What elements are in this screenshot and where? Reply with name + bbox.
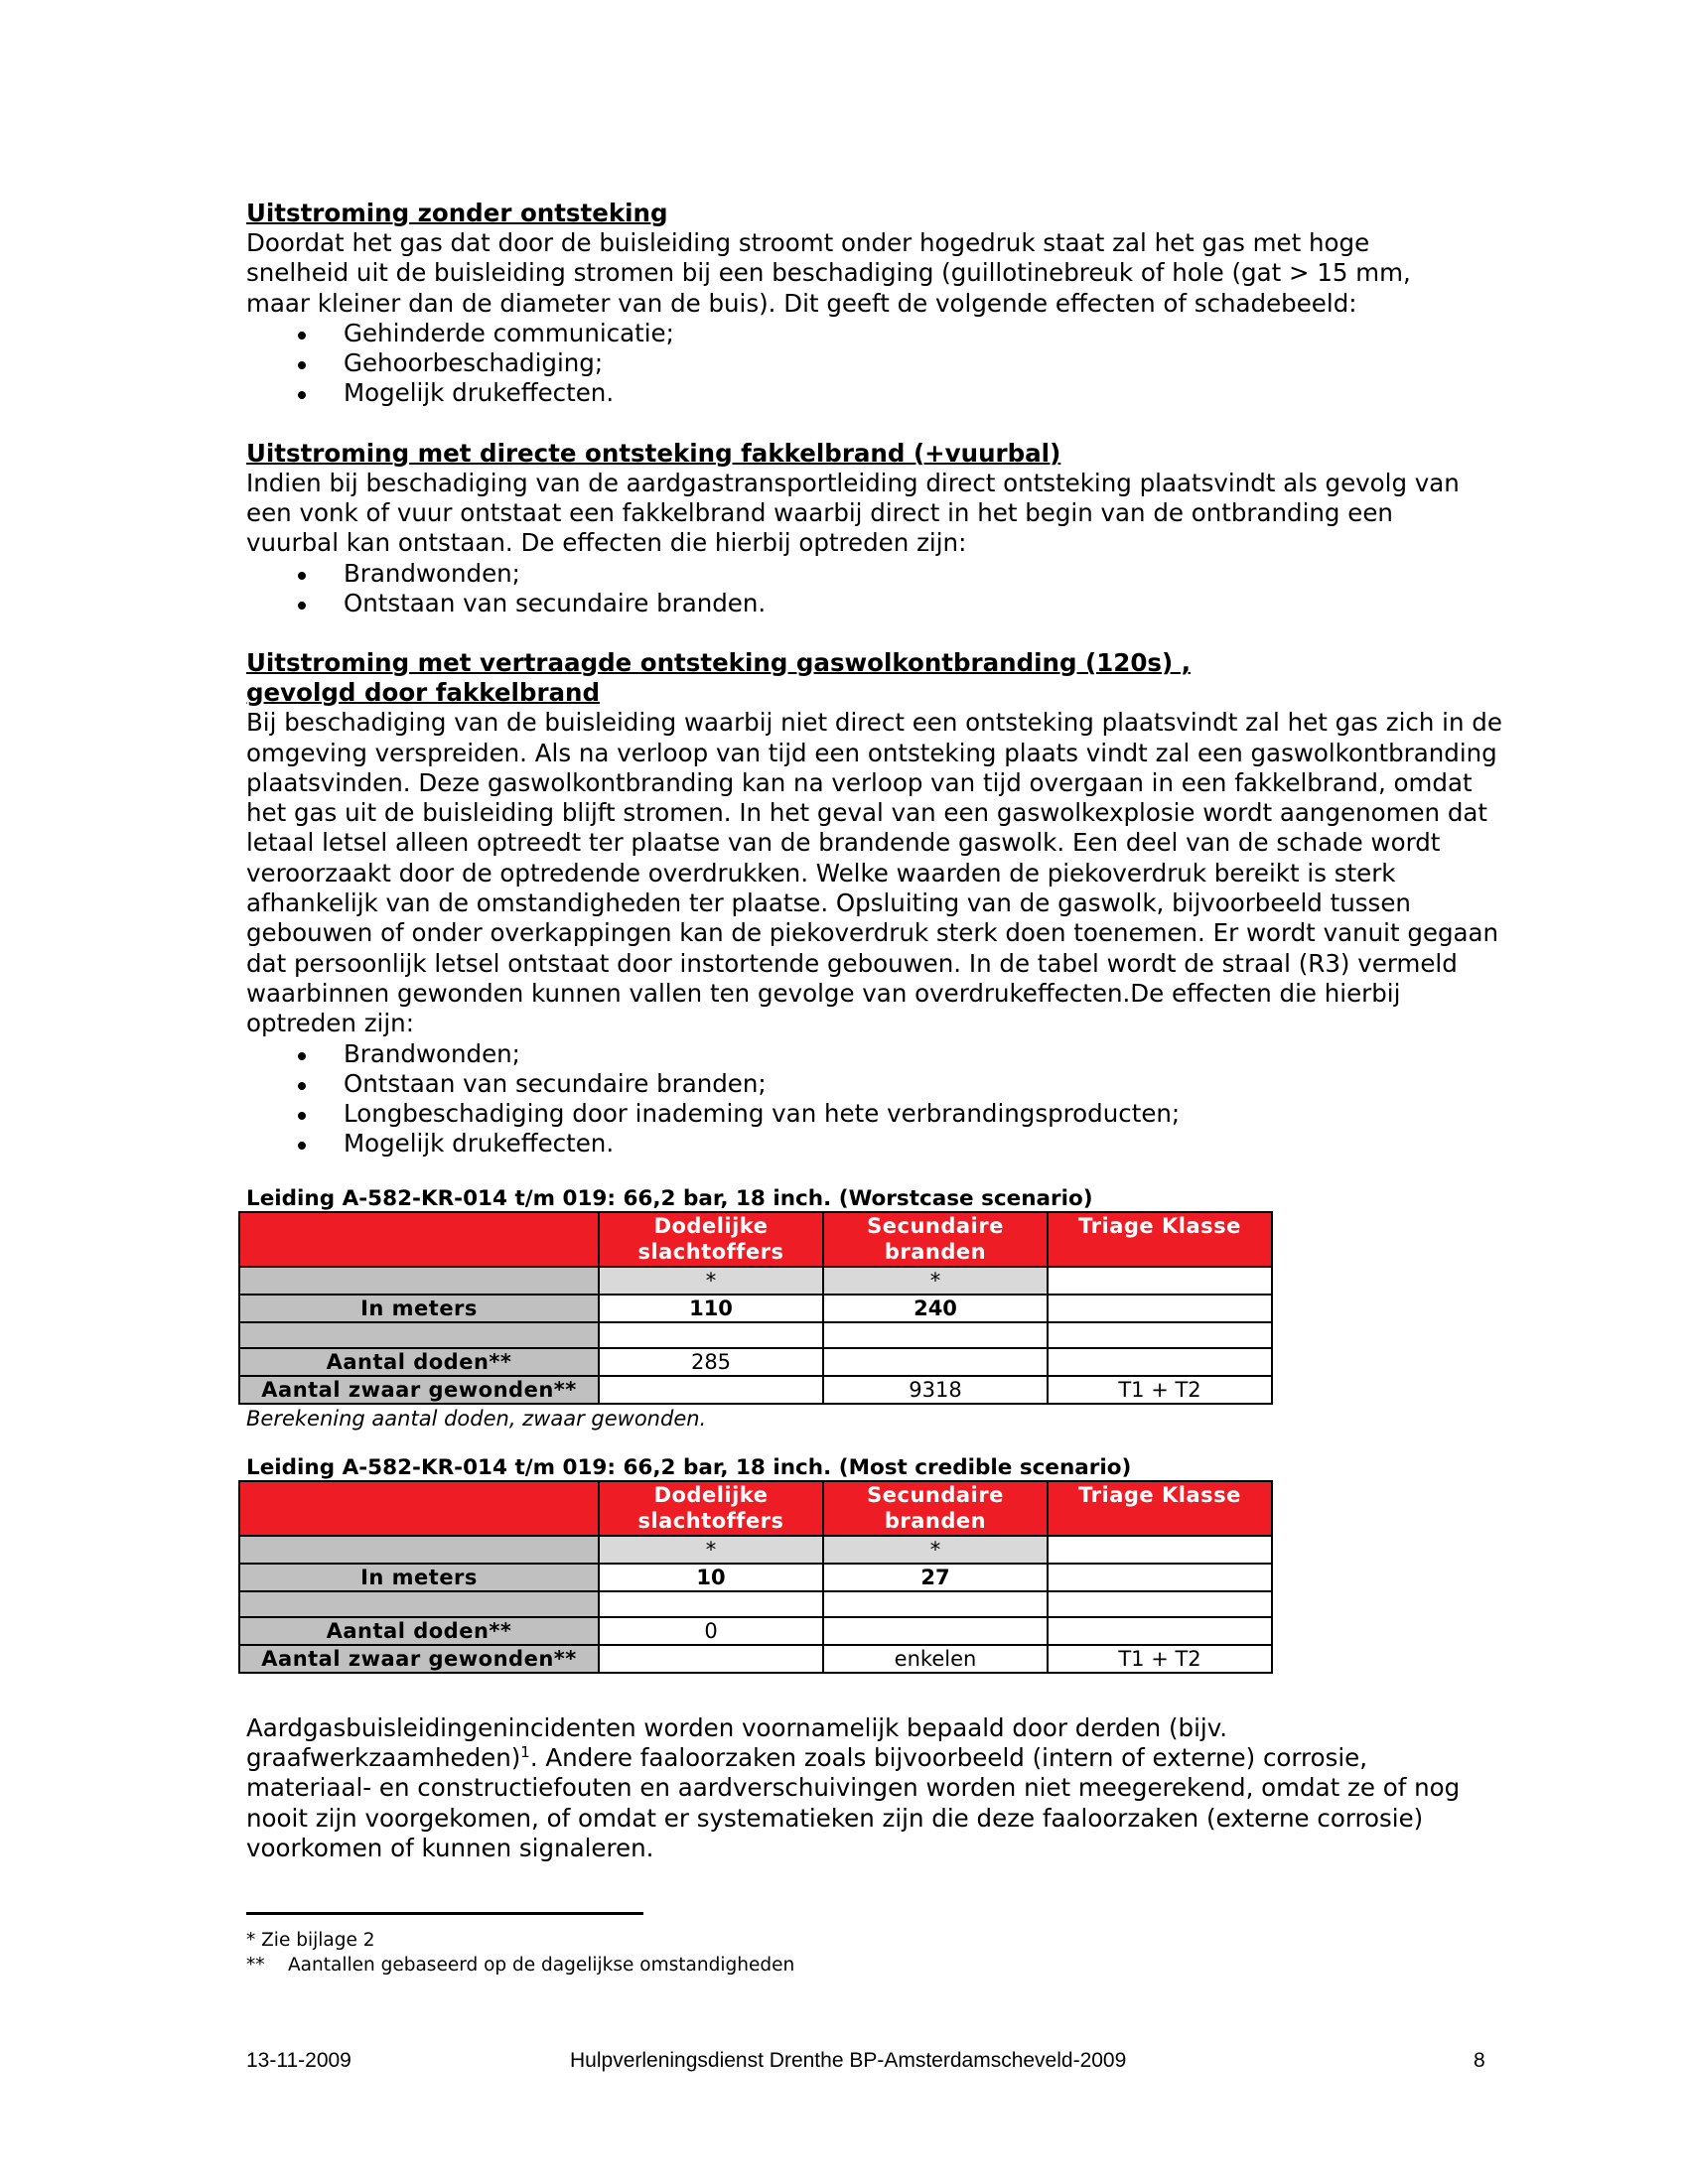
bullet-icon (298, 361, 306, 369)
paragraph-line: omgeving verspreiden. Als na verloop van tijd een ontsteking plaats vindt zal een gaswolkontbranding (246, 738, 1497, 767)
table-header-cell: Triage Klasse (1048, 1481, 1272, 1536)
list-item (246, 1069, 1537, 1099)
list-item (246, 559, 1537, 589)
list-item-text: Gehinderde communicatie; (344, 318, 674, 347)
table-cell (823, 1591, 1048, 1617)
paragraph-line: een vonk of vuur ontstaat een fakkelbrand waarbij direct in het begin van de ontbranding een (246, 498, 1393, 528)
table-header-cell (239, 1212, 599, 1267)
table-header-cell: Dodelijke slachtoffers (599, 1212, 823, 1267)
bullet-icon (298, 1052, 306, 1060)
table-row (239, 1536, 1272, 1564)
paragraph-line: afhankelijk van de omstandigheden ter plaatse. Opsluiting van de gaswolk, bijvoorbeeld tussen (246, 888, 1411, 918)
list-item (246, 348, 1537, 378)
paragraph-line: Doordat het gas dat door de buisleiding stroomt onder hogedruk staat zal het gas met hoge (246, 228, 1370, 257)
list-item-text: Ontstaan van secundaire branden. (344, 588, 767, 617)
page-footer (0, 2049, 1688, 2079)
paragraph-line: Bij beschadiging van de buisleiding waarbij niet direct een ontsteking plaatsvindt zal het gas zich in de (246, 708, 1502, 738)
paragraph-line: optreden zijn: (246, 1009, 414, 1038)
list-item (246, 378, 1537, 408)
paragraph-line: letaal letsel alleen optreedt ter plaatse van de brandende gaswolk. Een deel van de schade wordt (246, 828, 1441, 858)
table-cell: 0 (599, 1617, 823, 1645)
table-cell: 10 (599, 1564, 823, 1591)
table-row (239, 1617, 1272, 1645)
table-title: Leiding A-582-KR-014 t/m 019: 66,2 bar, 18 inch. (Worstcase scenario) (246, 1185, 1093, 1211)
table-cell (599, 1376, 823, 1404)
bullet-icon (298, 1112, 306, 1120)
footnote-divider (246, 1912, 643, 1915)
table-cell (1048, 1348, 1272, 1376)
table-cell (1048, 1322, 1272, 1348)
paragraph-line: vuurbal kan ontstaan. De effecten die hierbij optreden zijn: (246, 528, 967, 558)
table-cell (1048, 1267, 1272, 1295)
list-item (246, 1099, 1537, 1129)
table-cell: 27 (823, 1564, 1048, 1591)
paragraph-line: graafwerkzaamheden)$^1$. Andere faaloorzaken zoals bijvoorbeeld (intern of externe) corrosie, (246, 1742, 1368, 1773)
table-row-label: In meters (239, 1295, 599, 1322)
table-cell: 110 (599, 1295, 823, 1322)
footer-title: Hulpverleningsdienst Drenthe BP-Amsterdamscheveld-2009 (570, 2049, 1127, 2072)
table-row-label: Aantal doden** (239, 1617, 599, 1645)
footnotes (246, 1928, 794, 1978)
table-cell: T1 + T2 (1048, 1376, 1272, 1404)
paragraph-line: voorkomen of kunnen signaleren. (246, 1833, 654, 1862)
list-item-text: Brandwonden; (344, 1038, 520, 1068)
list-item-text: Brandwonden; (344, 558, 520, 588)
table-header-cell: Triage Klasse (1048, 1212, 1272, 1267)
section-heading: Uitstroming met vertraagde ontsteking gaswolkontbranding (120s) , (246, 648, 1192, 678)
table-cell: 9318 (823, 1376, 1048, 1404)
footer-date: 13-11-2009 (246, 2049, 352, 2072)
table-cell (823, 1348, 1048, 1376)
table-row (239, 1376, 1272, 1404)
table-cell (1048, 1617, 1272, 1645)
bullet-icon (298, 332, 306, 340)
table-row-label (239, 1536, 599, 1564)
bullet-list (246, 559, 1537, 619)
table-row-label (239, 1322, 599, 1348)
footnote: * Zie bijlage 2 (246, 1930, 375, 1951)
list-item-text: Mogelijk drukeffecten. (344, 1129, 615, 1159)
paragraph-line: Aardgasbuisleidingenincidenten worden voornamelijk bepaald door derden (bijv. (246, 1712, 1228, 1742)
table-header-cell: Dodelijke slachtoffers (599, 1481, 823, 1536)
paragraph-line: veroorzaakt door de optredende overdrukken. Welke waarden de piekoverdruk bereikt is sterk (246, 858, 1396, 887)
table-row-label: Aantal doden** (239, 1348, 599, 1376)
table-row (239, 1564, 1272, 1591)
table-cell: * (599, 1536, 823, 1564)
paragraph-line: nooit zijn voorgekomen, of omdat er systematieken zijn die deze faaloorzaken (externe corrosie) (246, 1803, 1424, 1833)
table-row (239, 1267, 1272, 1295)
table-header-cell (239, 1481, 599, 1536)
list-item (246, 589, 1537, 618)
section-heading-continued: gevolgd door fakkelbrand (246, 678, 601, 708)
table-row (239, 1295, 1272, 1322)
table-row (239, 1591, 1272, 1617)
table-cell (599, 1591, 823, 1617)
table-cell (1048, 1536, 1272, 1564)
bullet-icon (298, 602, 306, 610)
table-cell (1048, 1295, 1272, 1322)
list-item (246, 1129, 1537, 1159)
paragraph-line: gebouwen of onder overkappingen kan de piekoverdruk sterk doen toenemen. Er wordt vanuit gegaan (246, 918, 1499, 948)
table-cell (1048, 1564, 1272, 1591)
table-header-row (239, 1212, 1272, 1267)
table-row (239, 1322, 1272, 1348)
table-cell: 240 (823, 1295, 1048, 1322)
paragraph-line: het gas uit de buisleiding blijft stromen. In het geval van een gaswolkexplosie wordt aangenomen dat (246, 798, 1488, 828)
list-item-text: Gehoorbeschadiging; (344, 348, 604, 378)
paragraph-line: materiaal- en constructiefouten en aardverschuivingen worden niet meegerekend, omdat ze of nog (246, 1773, 1461, 1803)
table-row-label: In meters (239, 1564, 599, 1591)
table-cell (1048, 1591, 1272, 1617)
list-item (246, 1039, 1537, 1069)
table-cell: * (823, 1267, 1048, 1295)
table-cell: * (599, 1267, 823, 1295)
table-row (239, 1348, 1272, 1376)
paragraph-line: dat persoonlijk letsel ontstaat door instortende gebouwen. In de tabel wordt de straal (R3) vermeld (246, 948, 1458, 978)
table-row-label (239, 1267, 599, 1295)
table-header-cell: Secundaire branden (823, 1212, 1048, 1267)
table-caption: Berekening aantal doden, zwaar gewonden. (246, 1406, 707, 1431)
bullet-icon (298, 1142, 306, 1150)
document-body (246, 199, 1537, 1863)
table-cell: T1 + T2 (1048, 1645, 1272, 1673)
table-row-label: Aantal zwaar gewonden** (239, 1645, 599, 1673)
list-item-text: Mogelijk drukeffecten. (344, 378, 615, 408)
table-row-label: Aantal zwaar gewonden** (239, 1376, 599, 1404)
footnote: ** Aantallen gebaseerd op de dagelijkse omstandigheden (246, 1955, 795, 1976)
list-item-text: Ontstaan van secundaire branden; (344, 1068, 767, 1098)
table-row (239, 1645, 1272, 1673)
page-number: 8 (1474, 2049, 1485, 2072)
bullet-icon (298, 1082, 306, 1090)
footnote-reference: 1 (520, 1742, 530, 1761)
paragraph-line: snelheid uit de buisleiding stromen bij een beschadiging (guillotinebreuk of hole (gat > 15 mm, (246, 258, 1411, 288)
section-heading: Uitstroming zonder ontsteking (246, 199, 668, 227)
bullet-list (246, 319, 1537, 409)
table-cell (823, 1322, 1048, 1348)
table-row-label (239, 1591, 599, 1617)
bullet-icon (298, 572, 306, 580)
paragraph-line: Indien bij beschadiging van de aardgastransportleiding direct ontsteking plaatsvindt als gevolg van (246, 468, 1460, 497)
table-cell (823, 1617, 1048, 1645)
table-header-row (239, 1481, 1272, 1536)
table-title: Leiding A-582-KR-014 t/m 019: 66,2 bar, 18 inch. (Most credible scenario) (246, 1454, 1132, 1480)
list-item (246, 319, 1537, 348)
list-item-text: Longbeschadiging door inademing van hete verbrandingsproducten; (344, 1099, 1181, 1129)
table-cell (599, 1645, 823, 1673)
table-header-cell: Secundaire branden (823, 1481, 1048, 1536)
paragraph-line: maar kleiner dan de diameter van de buis). Dit geeft de volgende effecten of schadebeeld: (246, 288, 1357, 318)
section-heading: Uitstroming met directe ontsteking fakkelbrand (+vuurbal) (246, 438, 1061, 468)
most-credible-table (238, 1480, 1273, 1674)
table-cell: 285 (599, 1348, 823, 1376)
paragraph-line: waarbinnen gewonden kunnen vallen ten gevolge van overdrukeffecten.De effecten die hierbij (246, 978, 1401, 1008)
table-cell: enkelen (823, 1645, 1048, 1673)
bullet-icon (298, 391, 306, 399)
table-cell (599, 1322, 823, 1348)
worstcase-table (238, 1211, 1273, 1405)
bullet-list (246, 1039, 1537, 1160)
paragraph-line: plaatsvinden. Deze gaswolkontbranding kan na verloop van tijd overgaan in een fakkelbrand, omdat (246, 767, 1473, 797)
table-cell: * (823, 1536, 1048, 1564)
